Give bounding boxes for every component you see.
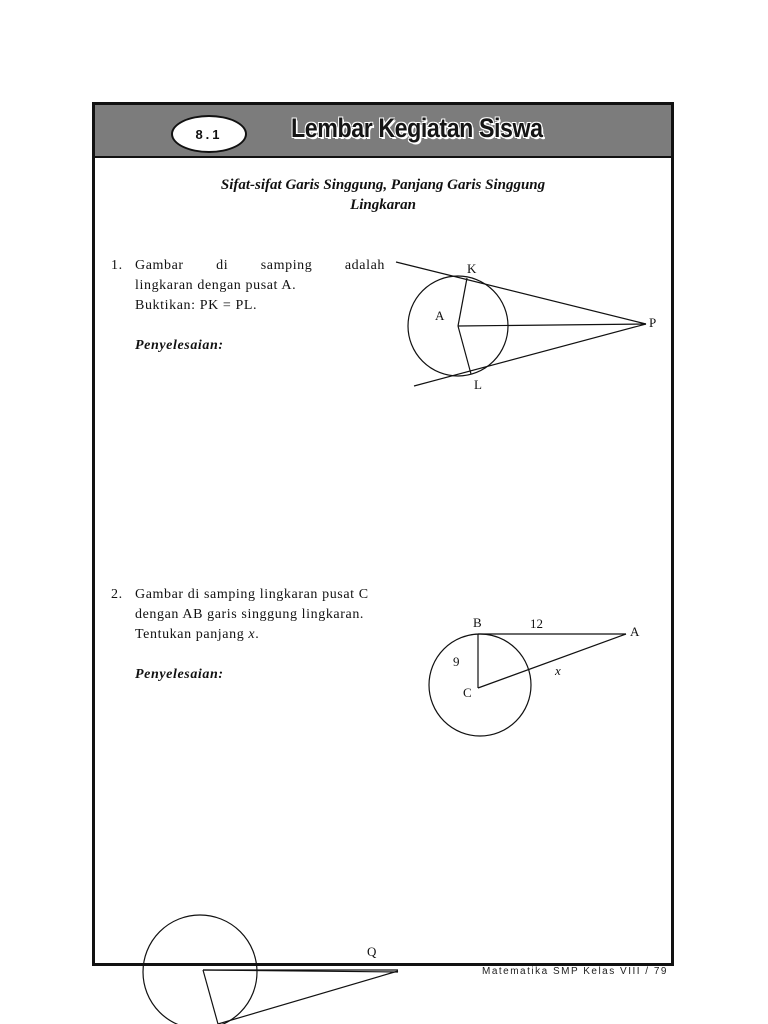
figure-2-label-9: 9 (453, 654, 460, 669)
worksheet-title: Lembar Kegiatan Siswa (291, 113, 543, 143)
subtitle-line-1: Sifat-sifat Garis Singgung, Panjang Garis Singgung (220, 177, 546, 193)
problem-2-line-1: Gambar di samping lingkaran pusat C (135, 587, 369, 602)
problem-2-line-2: dengan AB garis singgung lingkaran. (135, 607, 365, 622)
figure-2-label-c: C (463, 685, 472, 700)
figure-1-segment-ap (458, 324, 646, 326)
problem-2-number: 2. (111, 587, 123, 602)
figure-3-line-tangent (218, 971, 398, 1024)
problem-2-solution-label: Penyelesaian: (135, 667, 224, 682)
figure-1-radius-al (458, 326, 471, 374)
problem-1-line-2: lingkaran dengan pusat A. (135, 278, 297, 293)
problem-1-solution-label: Penyelesaian: (135, 338, 224, 353)
problem-2-line-3-prefix: Tentukan panjang (135, 627, 249, 642)
figure-2-label-12: 12 (530, 616, 543, 631)
figure-2-label-x: x (555, 663, 561, 678)
problem-1-line-1: Gambar di samping adalah (135, 258, 385, 273)
figure-2-tangent (429, 634, 626, 736)
figure-1-tangent-pk (396, 262, 646, 324)
figure-2-circle (429, 634, 531, 736)
figure-1-tangents (396, 262, 646, 386)
figure-1-label-a: A (435, 308, 445, 323)
figure-2-label-b: B (473, 615, 482, 630)
section-badge: 8.1 (171, 115, 247, 153)
problem-2-variable-x: x (248, 627, 256, 642)
figure-1-label-p: P (649, 315, 657, 330)
figure-1-tangent-pl (414, 324, 646, 386)
problem-1-line-3: Buktikan: PK = PL. (135, 298, 258, 313)
figure-3-partial (143, 915, 398, 1024)
figure-1-label-k: K (467, 261, 477, 276)
figure-1-label-l: L (474, 377, 482, 392)
figure-2-label-a: A (630, 624, 640, 639)
figure-3-label-q: Q (367, 944, 377, 959)
subtitle-line-2: Lingkaran (350, 197, 416, 213)
page-footer: Matematika SMP Kelas VIII / 79 (482, 966, 668, 977)
figure-3-line-down (203, 970, 218, 1024)
figure-2-segment-ca (478, 634, 626, 688)
figure-1-radius-ak (458, 278, 467, 326)
problem-2-line-3-suffix: . (255, 627, 260, 642)
problem-1-number: 1. (111, 258, 123, 273)
